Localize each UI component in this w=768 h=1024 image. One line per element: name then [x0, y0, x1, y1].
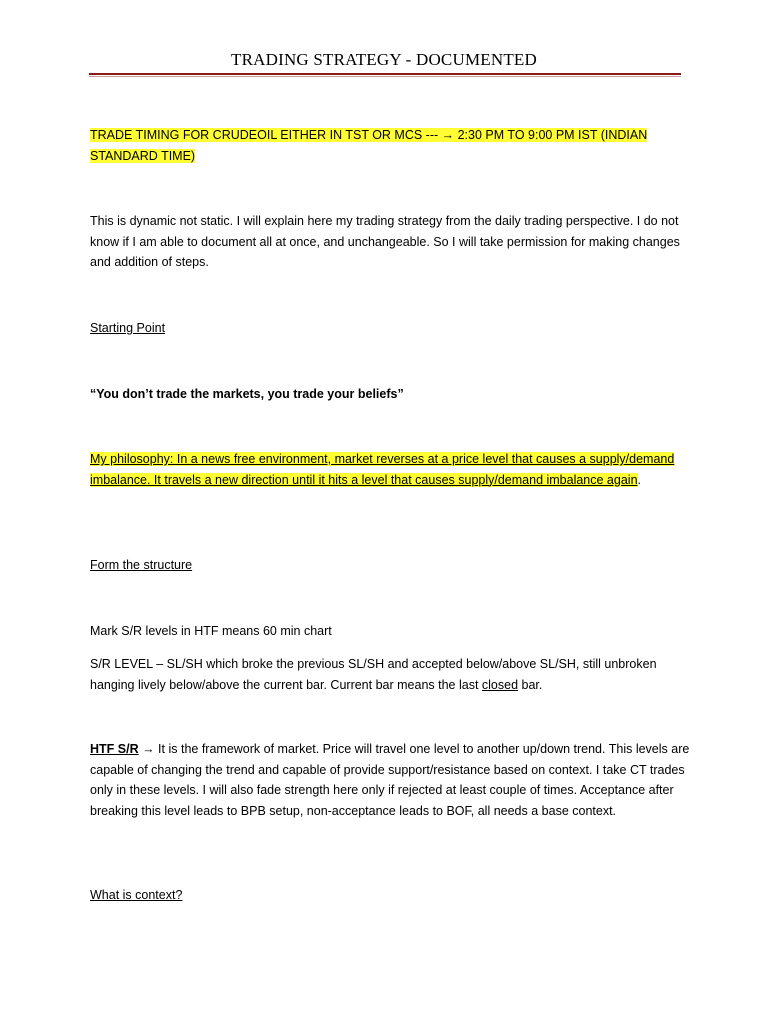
title-rule-thin: [89, 76, 681, 77]
title-rule: [89, 73, 681, 75]
htf-sr-text: → It is the framework of market. Price will travel one level to another up/down trend. This levels are capable of changing the trend and capable of provide support/resistance based on context. I take CT trades only in these levels. I will also fade strength here only if rejected at least couple of times. Acceptance after breaking this level leads to BPB setup, non-acceptance leads to BOF, all needs a base context.: [90, 742, 690, 818]
document-title: TRADING STRATEGY - DOCUMENTED: [231, 50, 537, 69]
sr-level-closed-word: closed: [481, 677, 519, 692]
form-structure-heading: Form the structure: [90, 558, 193, 572]
htf-sr-paragraph: [90, 739, 690, 821]
starting-point-heading: Starting Point: [90, 321, 166, 335]
philosophy-period: .: [637, 472, 642, 487]
quote-text: “You don’t trade the markets, you trade your beliefs”: [90, 387, 404, 401]
philosophy-paragraph: [90, 449, 690, 490]
sr-level-text: S/R LEVEL – SL/SH which broke the previous SL/SH and accepted below/above SL/SH, still unbroken hanging lively below/above the current bar. Current bar means the last: [90, 657, 657, 692]
htf-sr-label: HTF S/R: [90, 742, 139, 756]
trade-timing-text: TRADE TIMING FOR CRUDEOIL EITHER IN TST OR MCS --- → 2:30 PM TO 9:00 PM IST (INDIAN STANDARD TIME): [90, 128, 648, 163]
sr-level-paragraph: [90, 654, 690, 695]
sr-level-text-end: bar.: [518, 677, 543, 692]
trade-timing-paragraph: [90, 125, 690, 166]
philosophy-text: My philosophy: In a news free environment, market reverses at a price level that causes a supply/demand imbalance. It travels a new direction until it hits a level that causes supply/demand imbalance again: [90, 452, 675, 487]
mark-sr-text: Mark S/R levels in HTF means 60 min chart: [90, 624, 332, 638]
intro-paragraph: This is dynamic not static. I will explain here my trading strategy from the daily trading perspective. I do not know if I am able to document all at once, and unchangeable. So I will take permission for making changes and addition of steps.: [90, 214, 680, 269]
what-is-context-heading: What is context?: [90, 888, 183, 902]
